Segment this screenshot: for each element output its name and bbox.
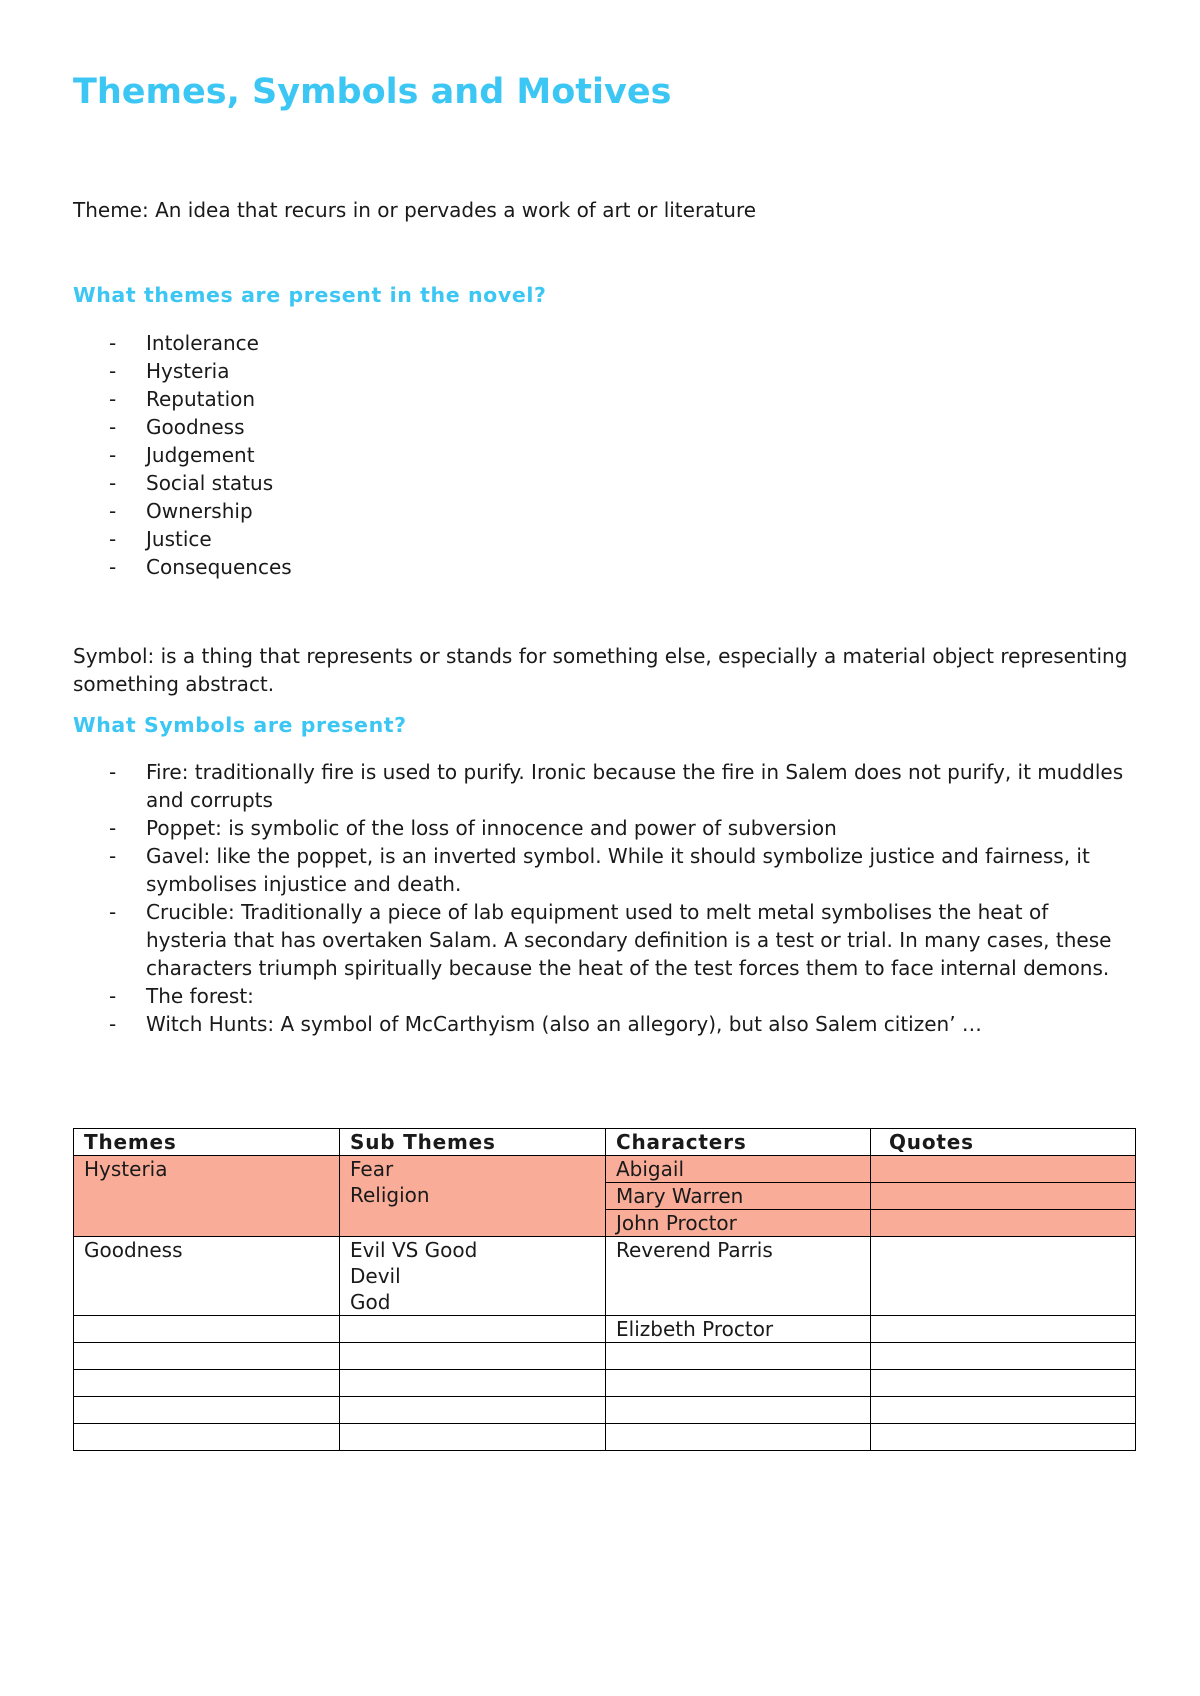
cell-theme (74, 1343, 340, 1370)
cell-subtheme (340, 1424, 606, 1451)
bullet-dash: - (109, 471, 117, 495)
cell-subtheme (340, 1316, 606, 1343)
bullet-dash: - (109, 527, 117, 551)
subtheme-item: Religion (350, 1183, 430, 1207)
themes-heading: What themes are present in the novel? (73, 283, 547, 307)
bullet-dash: - (109, 415, 117, 439)
list-item: - Social status (109, 471, 274, 495)
symbols-list (73, 758, 1133, 1038)
cell-character: Mary Warren (606, 1183, 871, 1210)
cell-quote (871, 1343, 1136, 1370)
list-item: - Hysteria (109, 359, 230, 383)
cell-quote (871, 1370, 1136, 1397)
table-row (74, 1370, 1136, 1397)
list-item: - Consequences (109, 555, 292, 579)
cell-theme (74, 1424, 340, 1451)
subtheme-item: God (350, 1290, 391, 1314)
table-row (74, 1156, 1136, 1183)
cell-theme-goodness: Goodness (74, 1237, 340, 1316)
cell-quote (871, 1156, 1136, 1183)
list-item: - Reputation (109, 387, 256, 411)
cell-subthemes-goodness (340, 1237, 606, 1316)
themes-list (73, 329, 292, 581)
list-item: - Ownership (109, 499, 253, 523)
subtheme-item: Evil VS Good (350, 1238, 478, 1262)
bullet-dash: - (109, 359, 117, 383)
bullet-dash: - (109, 555, 117, 579)
table-row (74, 1397, 1136, 1424)
cell-character (606, 1370, 871, 1397)
cell-character (606, 1343, 871, 1370)
bullet-dash: - (109, 443, 117, 467)
cell-subthemes-hysteria (340, 1156, 606, 1237)
subtheme-item: Fear (350, 1157, 394, 1181)
list-item: - The forest: (109, 984, 254, 1008)
table-row (74, 1424, 1136, 1451)
table-row (74, 1343, 1136, 1370)
table-row (74, 1237, 1136, 1316)
cell-quote (871, 1237, 1136, 1316)
cell-character: Reverend Parris (606, 1237, 871, 1316)
cell-character: Elizbeth Proctor (606, 1316, 871, 1343)
bullet-dash: - (109, 387, 117, 411)
cell-theme (74, 1370, 340, 1397)
list-item: - Crucible: Traditionally a piece of lab equipment used to melt metal symbolises the heat of hysteria that has overtaken Salam. A secondary definition is a test or trial. In many cases, these characters triumph spiritually because the heat of the test forces them to face internal demons. (109, 900, 1112, 980)
header-themes: Themes (74, 1129, 340, 1156)
list-item: - Justice (109, 527, 212, 551)
cell-subtheme (340, 1397, 606, 1424)
list-item: - Poppet: is symbolic of the loss of innocence and power of subversion (109, 816, 837, 840)
cell-character: Abigail (606, 1156, 871, 1183)
bullet-dash: - (109, 331, 117, 355)
cell-theme-hysteria: Hysteria (74, 1156, 340, 1237)
symbols-heading: What Symbols are present? (73, 713, 407, 737)
cell-quote (871, 1424, 1136, 1451)
cell-character: John Proctor (606, 1210, 871, 1237)
subtheme-item: Devil (350, 1264, 401, 1288)
theme-definition: Theme: An idea that recurs in or pervades a work of art or literature (73, 198, 757, 222)
symbol-definition: Symbol: is a thing that represents or stands for something else, especially a material object representing something abstract. (73, 644, 1128, 696)
cell-quote (871, 1183, 1136, 1210)
list-item: - Intolerance (109, 331, 259, 355)
header-characters: Characters (606, 1129, 871, 1156)
cell-theme (74, 1316, 340, 1343)
themes-table (73, 1128, 1136, 1451)
cell-quote (871, 1210, 1136, 1237)
table-header-row (74, 1129, 1136, 1156)
bullet-dash: - (109, 1012, 117, 1036)
table-row (74, 1316, 1136, 1343)
cell-character (606, 1424, 871, 1451)
bullet-dash: - (109, 900, 117, 924)
cell-theme (74, 1397, 340, 1424)
bullet-dash: - (109, 984, 117, 1008)
cell-subtheme (340, 1370, 606, 1397)
cell-quote (871, 1397, 1136, 1424)
bullet-dash: - (109, 816, 117, 840)
list-item: - Goodness (109, 415, 245, 439)
cell-subtheme (340, 1343, 606, 1370)
list-item: - Judgement (109, 443, 255, 467)
header-quotes: Quotes (871, 1129, 1136, 1156)
cell-character (606, 1397, 871, 1424)
page-title: Themes, Symbols and Motives (73, 72, 672, 112)
bullet-dash: - (109, 844, 117, 868)
list-item: - Gavel: like the poppet, is an inverted symbol. While it should symbolize justice and fairness, it symbolises injustice and death. (109, 844, 1090, 896)
bullet-dash: - (109, 499, 117, 523)
header-sub-themes: Sub Themes (340, 1129, 606, 1156)
cell-quote (871, 1316, 1136, 1343)
list-item: - Witch Hunts: A symbol of McCarthyism (also an allegory), but also Salem citizen’ … (109, 1012, 982, 1036)
bullet-dash: - (109, 760, 117, 784)
list-item: - Fire: traditionally fire is used to purify. Ironic because the fire in Salem does not purify, it muddles and corrupts (109, 760, 1124, 812)
